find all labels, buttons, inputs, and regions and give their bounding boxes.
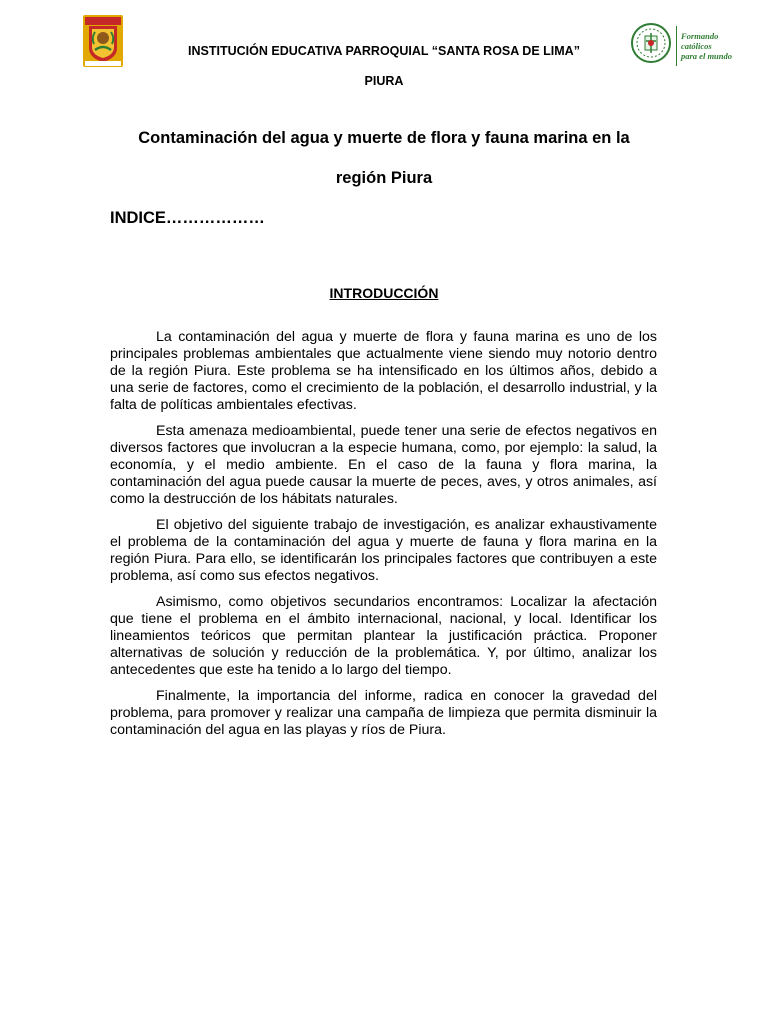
- motto-line-1: Formando: [681, 31, 719, 41]
- institution-city: PIURA: [364, 74, 404, 88]
- paragraph: Asimismo, como objetivos secundarios encontramos: Localizar la afectación que tiene el problema en el ámbito internacional, nacional, y local. Identificar los lineamientos teóricos que permitan plantear la justificación práctica. Proponer alternativas de solución y reducción de la problemática. Y, por último, analizar los antecedentes que este ha tenido a lo largo del tiempo.: [110, 594, 657, 678]
- paragraph: Finalmente, la importancia del informe, radica en conocer la gravedad del problema, para promover y realizar una campaña de limpieza que permita disminuir la contaminación del agua en las playas y ríos de Piura.: [110, 688, 657, 738]
- paragraph: Esta amenaza medioambiental, puede tener una serie de efectos negativos en diversos factores que involucran a la especie humana, como, por ejemplo: la salud, la economía, y el medio ambiente. En el caso de la fauna y flora marina, la contaminación del agua puede causar la muerte de peces, aves, y otros animales, así como la destrucción de los hábitats naturales.: [110, 423, 657, 507]
- parish-seal-icon: [630, 22, 672, 64]
- paragraph: El objetivo del siguiente trabajo de investigación, es analizar exhaustivamente el problema de la contaminación del agua y muerte de fauna y flora marina en la región Piura. Para ello, se identificarán los principales factores que contribuyen a este problema, así como sus efectos negativos.: [110, 517, 657, 584]
- motto-line-2: católicos: [681, 41, 712, 51]
- paragraph: La contaminación del agua y muerte de flora y fauna marina es uno de los principales problemas ambientales que actualmente viene siendo muy notorio dentro de la región Piura. Este problema se ha intensificado en los últimos años, debido a una serie de factores, como el crecimiento de la población, el desarrollo industrial, y la falta de políticas ambientales efectivas.: [110, 329, 657, 413]
- title-line-1: Contaminación del agua y muerte de flora y fauna marina en la: [138, 129, 630, 147]
- introduction-body: [110, 329, 657, 748]
- introduction-heading: INTRODUCCIÓN: [329, 285, 439, 301]
- institution-name: INSTITUCIÓN EDUCATIVA PARROQUIAL “SANTA ROSA DE LIMA”: [188, 44, 580, 58]
- index-heading: INDICE………………: [110, 209, 265, 227]
- motto-logo: [630, 20, 738, 68]
- motto-line-3: para el mundo: [681, 51, 733, 61]
- title-line-2: región Piura: [335, 169, 433, 187]
- motto-text: [681, 31, 741, 61]
- school-crest-logo: [82, 14, 124, 68]
- logo-divider: [676, 26, 677, 66]
- document-title: [100, 118, 668, 198]
